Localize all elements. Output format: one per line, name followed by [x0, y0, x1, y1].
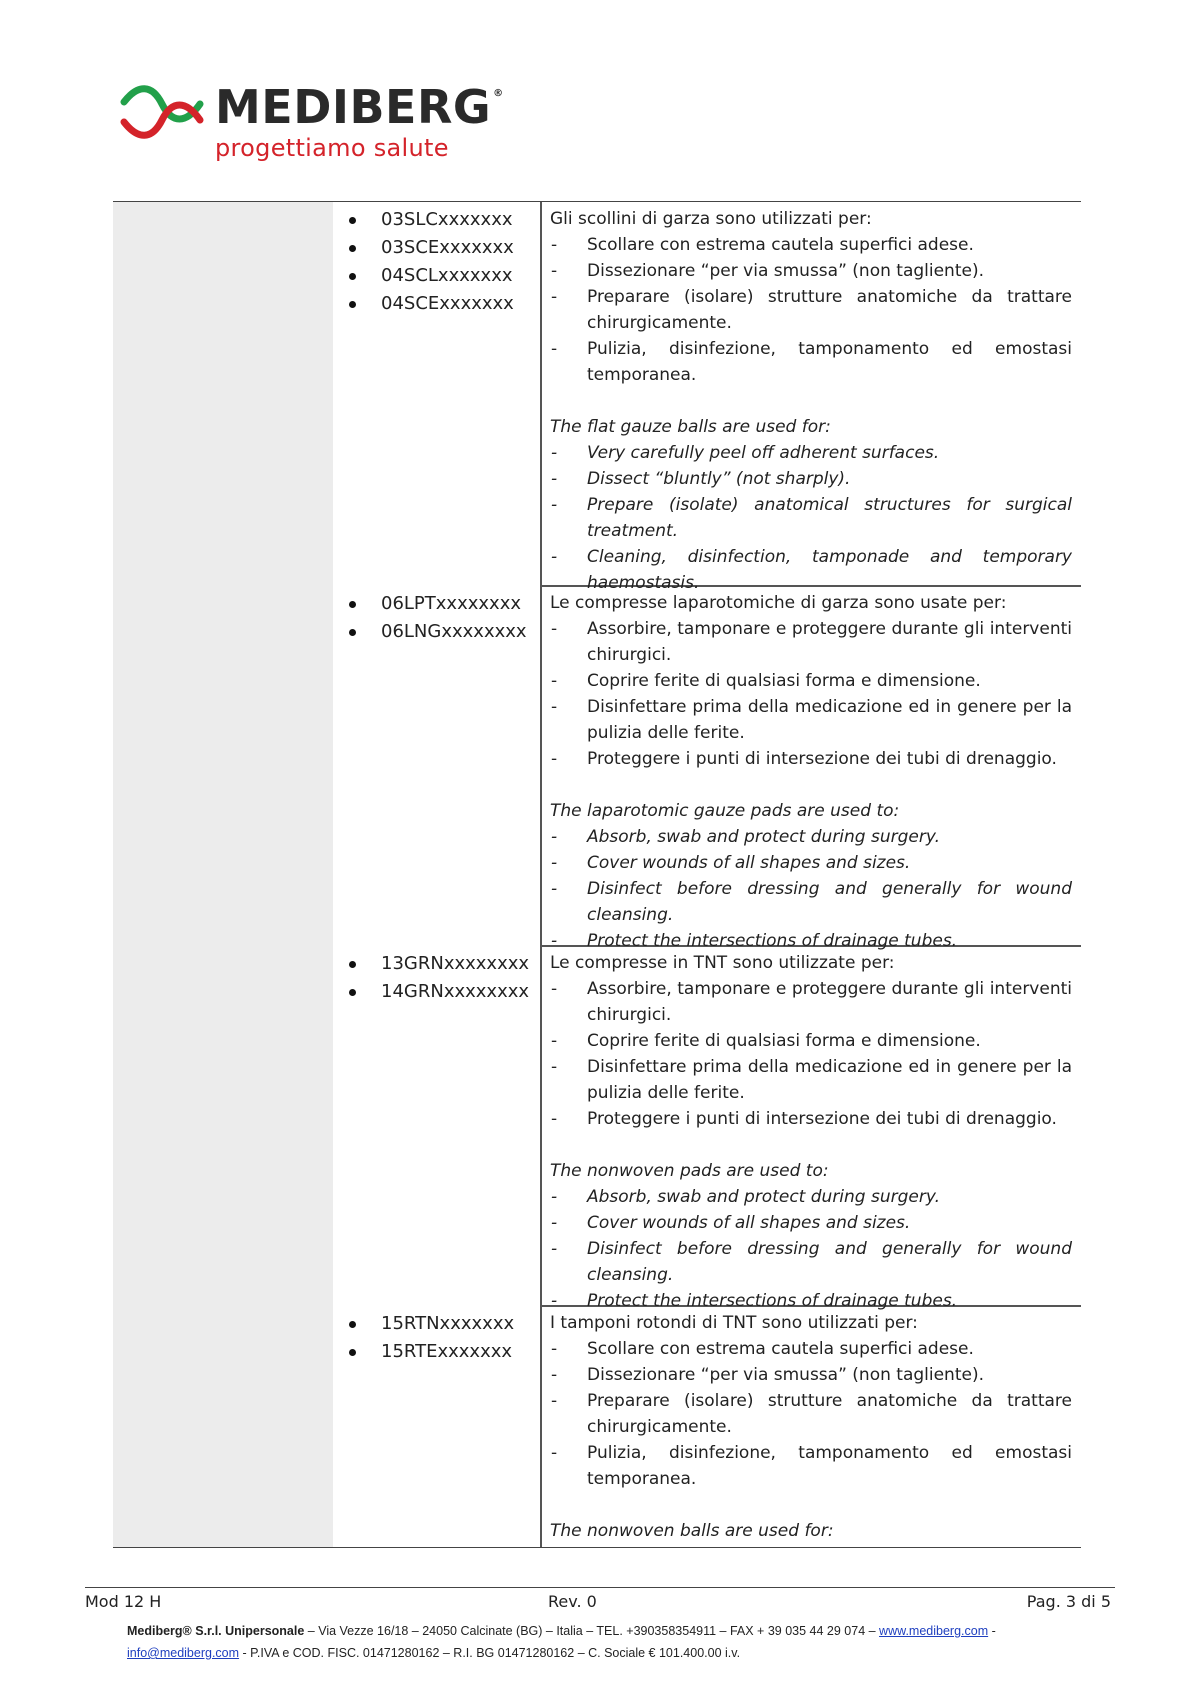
product-codes [333, 1310, 540, 1366]
list-item: - Very carefully peel off adherent surfaces. [551, 443, 940, 463]
list-item: - Coprire ferite di qualsiasi forma e dimensione. [551, 671, 981, 691]
code-item: 03SCExxxxxxx [333, 234, 540, 262]
list-item: - Assorbire, tamponare e proteggere durante gli interventi chirurgici. [551, 619, 1072, 665]
usage-description [550, 1310, 1072, 1544]
list-item: - Prepare (isolate) anatomical structures for surgical treatment. [551, 495, 1072, 541]
list-item: - Disinfect before dressing and generally for wound cleansing. [551, 1239, 1072, 1285]
list-item: - Disinfettare prima della medicazione ed in genere per la pulizia delle ferite. [551, 697, 1072, 743]
code-item: 03SLCxxxxxxx [333, 206, 540, 234]
list-item: - Protect the intersections of drainage tubes. [551, 1291, 958, 1311]
list-item: - Pulizia, disinfezione, tamponamento ed emostasi temporanea. [551, 339, 1072, 385]
code-item: 06LPTxxxxxxxx [333, 590, 540, 618]
company-name: Mediberg® S.r.l. Unipersonale [127, 1624, 305, 1638]
italian-list [550, 1336, 1072, 1492]
logo-wordmark: MEDIBERG ® [215, 80, 504, 134]
separator: - [988, 1624, 996, 1638]
list-item: - Disinfect before dressing and generally for wound cleansing. [551, 879, 1072, 925]
english-list [550, 824, 1072, 954]
product-codes [333, 590, 540, 646]
list-item: - Absorb, swab and protect during surgery. [551, 1187, 940, 1207]
revision: Rev. 0 [548, 1592, 597, 1611]
usage-description [550, 206, 1072, 596]
page-number: Pag. 3 di 5 [1026, 1592, 1111, 1611]
italian-intro: I tamponi rotondi di TNT sono utilizzati per: [550, 1313, 918, 1333]
english-intro: The nonwoven pads are used to: [550, 1161, 829, 1181]
italian-list [550, 232, 1072, 388]
list-item: - Coprire ferite di qualsiasi forma e dimensione. [551, 1031, 981, 1051]
company-address: – Via Vezze 16/18 – 24050 Calcinate (BG) – Italia – TEL. +390358354911 – FAX + 39 035 44 29 074 – [304, 1624, 880, 1638]
list-item: - Dissezionare “per via smussa” (non tagliente). [551, 261, 984, 281]
list-item: - Scollare con estrema cautela superfici adese. [551, 235, 974, 255]
english-intro: The nonwoven balls are used for: [550, 1521, 834, 1541]
email-link[interactable]: info@mediberg.com [127, 1646, 240, 1660]
company-info [127, 1620, 1087, 1664]
code-item: 04SCExxxxxxx [333, 290, 540, 318]
column-divider [540, 202, 542, 1547]
product-table [113, 201, 1081, 1548]
list-item: - Dissezionare “per via smussa” (non tagliente). [551, 1365, 984, 1385]
list-item: - Dissect “bluntly” (not sharply). [551, 469, 851, 489]
list-item: - Disinfettare prima della medicazione ed in genere per la pulizia delle ferite. [551, 1057, 1072, 1103]
code-item: 04SCLxxxxxxx [333, 262, 540, 290]
code-item: 15RTExxxxxxx [333, 1338, 540, 1366]
list-item: - Preparare (isolare) strutture anatomiche da trattare chirurgicamente. [551, 287, 1072, 333]
english-intro: The laparotomic gauze pads are used to: [550, 801, 900, 821]
fiscal-info: - P.IVA e COD. FISC. 01471280162 – R.I. BG 01471280162 – C. Sociale € 101.400.00 i.v. [239, 1646, 741, 1660]
website-link[interactable]: www.mediberg.com [879, 1624, 989, 1638]
italian-list [550, 616, 1072, 772]
italian-intro: Gli scollini di garza sono utilizzati per: [550, 209, 872, 229]
list-item: - Assorbire, tamponare e proteggere durante gli interventi chirurgici. [551, 979, 1072, 1025]
footer-divider [85, 1587, 1115, 1588]
list-item: - Absorb, swab and protect during surgery. [551, 827, 940, 847]
form-code: Mod 12 H [85, 1592, 162, 1611]
italian-list [550, 976, 1072, 1132]
list-item: - Cover wounds of all shapes and sizes. [551, 853, 911, 873]
code-item: 15RTNxxxxxxx [333, 1310, 540, 1338]
code-item: 06LNGxxxxxxxx [333, 618, 540, 646]
list-item: - Cleaning, disinfection, tamponade and temporary haemostasis. [551, 547, 1072, 593]
table-gray-column [113, 202, 333, 1547]
list-item: - Pulizia, disinfezione, tamponamento ed emostasi temporanea. [551, 1443, 1072, 1489]
english-list [550, 1184, 1072, 1314]
list-item: - Scollare con estrema cautela superfici adese. [551, 1339, 974, 1359]
wave-logo-icon [120, 82, 204, 142]
list-item: - Cover wounds of all shapes and sizes. [551, 1213, 911, 1233]
product-codes [333, 950, 540, 1006]
company-logo [120, 80, 504, 172]
italian-intro: Le compresse in TNT sono utilizzate per: [550, 953, 895, 973]
list-item: - Preparare (isolare) strutture anatomiche da trattare chirurgicamente. [551, 1391, 1072, 1437]
usage-description [550, 590, 1072, 954]
list-item: - Proteggere i punti di intersezione dei tubi di drenaggio. [551, 749, 1057, 769]
product-codes [333, 206, 540, 318]
list-item: - Protect the intersections of drainage tubes. [551, 931, 958, 951]
italian-intro: Le compresse laparotomiche di garza sono usate per: [550, 593, 1007, 613]
list-item: - Proteggere i punti di intersezione dei tubi di drenaggio. [551, 1109, 1057, 1129]
english-intro: The flat gauze balls are used for: [550, 417, 831, 437]
usage-description [550, 950, 1072, 1314]
code-item: 13GRNxxxxxxxx [333, 950, 540, 978]
code-item: 14GRNxxxxxxxx [333, 978, 540, 1006]
english-list [550, 440, 1072, 596]
logo-tagline: progettiamo salute [215, 134, 449, 162]
